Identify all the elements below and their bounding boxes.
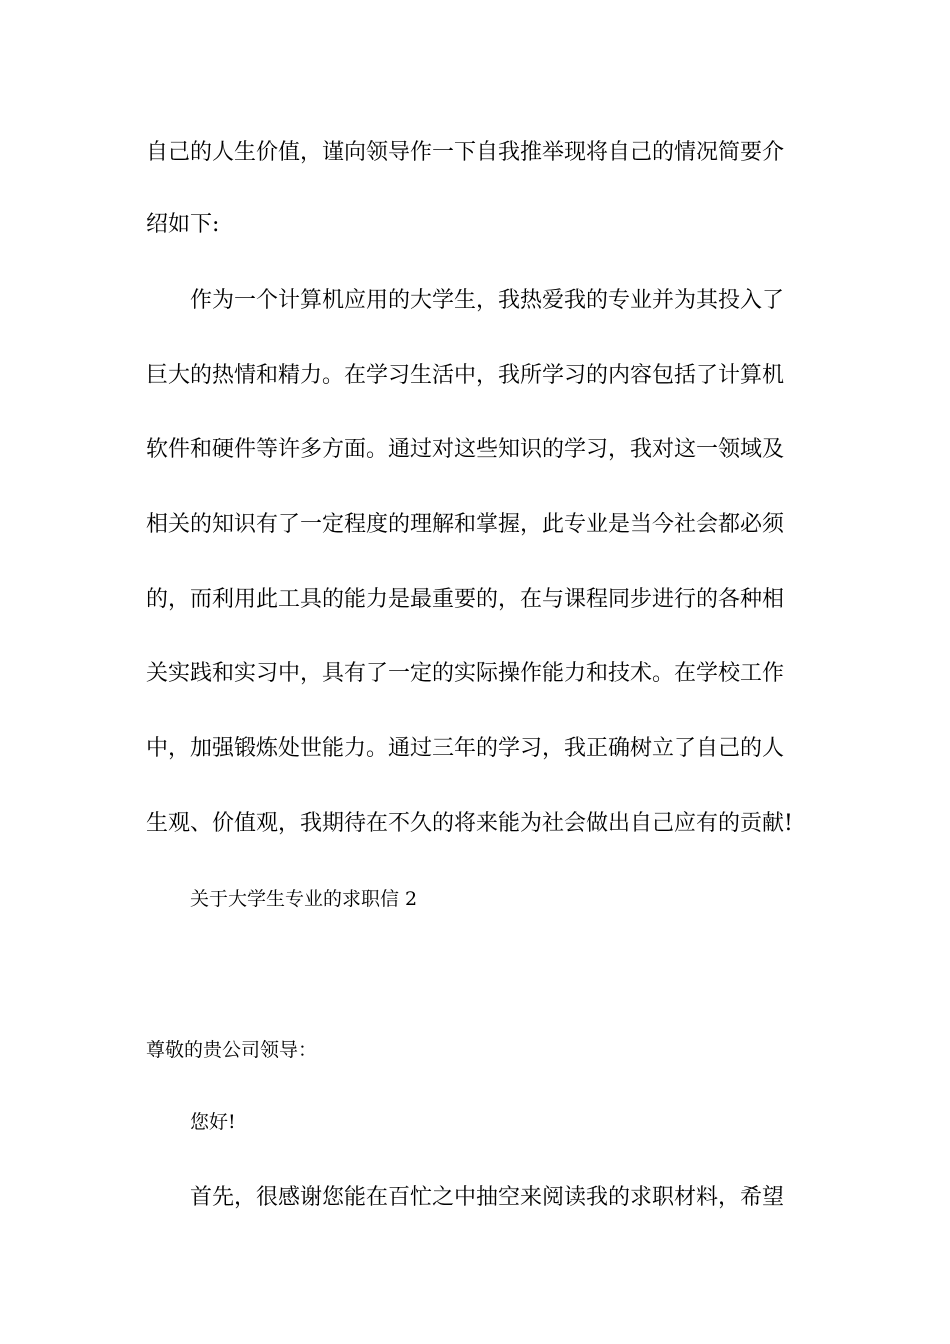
body-line-7: 的，而利用此工具的能力是最重要的，在与课程同步进行的各种相 — [146, 587, 785, 612]
body-line-2: 绍如下: — [146, 212, 220, 237]
body-line-6: 相关的知识有了一定程度的理解和掌握，此专业是当今社会都必须 — [146, 512, 785, 537]
body-line-4: 巨大的热情和精力。在学习生活中，我所学习的内容包括了计算机 — [146, 363, 785, 388]
opening-line: 首先，很感谢您能在百忙之中抽空来阅读我的求职材料，希望 — [190, 1185, 785, 1210]
body-line-5: 软件和硬件等许多方面。通过对这些知识的学习，我对这一领域及 — [146, 437, 785, 462]
salutation: 尊敬的贵公司领导： — [146, 1039, 318, 1061]
section-title: 关于大学生专业的求职信 2 — [190, 888, 418, 910]
greeting: 您好! — [190, 1111, 236, 1133]
body-line-8: 关实践和实习中，具有了一定的实际操作能力和技术。在学校工作 — [146, 661, 785, 686]
body-line-3: 作为一个计算机应用的大学生，我热爱我的专业并为其投入了 — [190, 288, 785, 313]
body-line-9: 中，加强锻炼处世能力。通过三年的学习，我正确树立了自己的人 — [146, 736, 785, 761]
body-line-10: 生观、价值观，我期待在不久的将来能为社会做出自己应有的贡献! — [146, 811, 793, 836]
body-line-1: 自己的人生价值，谨向领导作一下自我推举现将自己的情况简要介 — [146, 140, 785, 165]
